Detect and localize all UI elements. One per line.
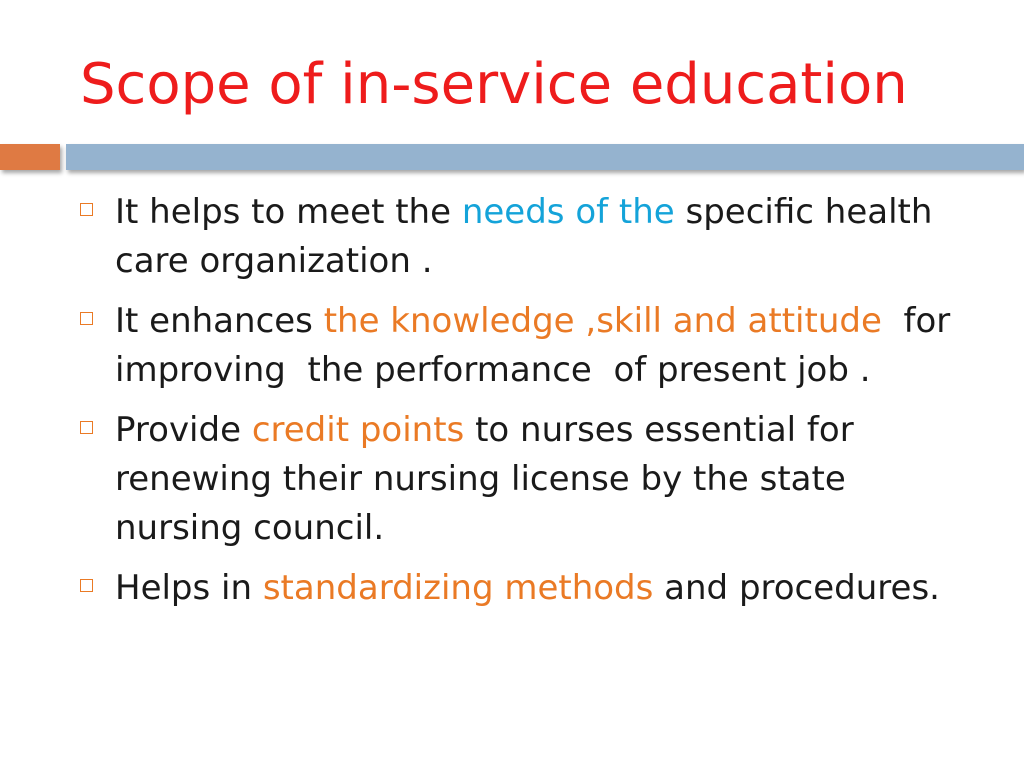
bullet-text: It enhances — [115, 301, 324, 341]
bullet-text: and procedures. — [653, 568, 940, 608]
bullet-highlight-text: credit points — [251, 410, 465, 450]
bullet-item — [80, 188, 980, 286]
bullet-item — [80, 406, 980, 553]
title-divider-bar — [66, 144, 1024, 170]
bullet-item — [80, 297, 980, 395]
bullet-highlight-text: the knowledge ,skill and attitude — [323, 301, 882, 341]
hollow-square-icon — [80, 312, 93, 325]
bullet-text: for improving the performance of present job . — [115, 301, 962, 390]
bullet-text: specific health care organization . — [115, 192, 944, 281]
bullet-text: It helps to meet the — [115, 192, 462, 232]
bullet-highlight-text: needs of the — [461, 192, 675, 232]
hollow-square-icon — [80, 421, 93, 434]
hollow-square-icon — [80, 579, 93, 592]
bullet-list — [80, 188, 980, 624]
title-divider-accent — [0, 144, 60, 170]
bullet-text: Helps in — [115, 568, 263, 608]
hollow-square-icon — [80, 203, 93, 216]
bullet-highlight-text: standardizing methods — [262, 568, 654, 608]
bullet-item — [80, 564, 980, 613]
slide-title: Scope of in-service education — [80, 52, 908, 117]
bullet-text: to nurses essential for renewing their nursing license by the state nursing council. — [115, 410, 865, 548]
bullet-text: Provide — [115, 410, 252, 450]
